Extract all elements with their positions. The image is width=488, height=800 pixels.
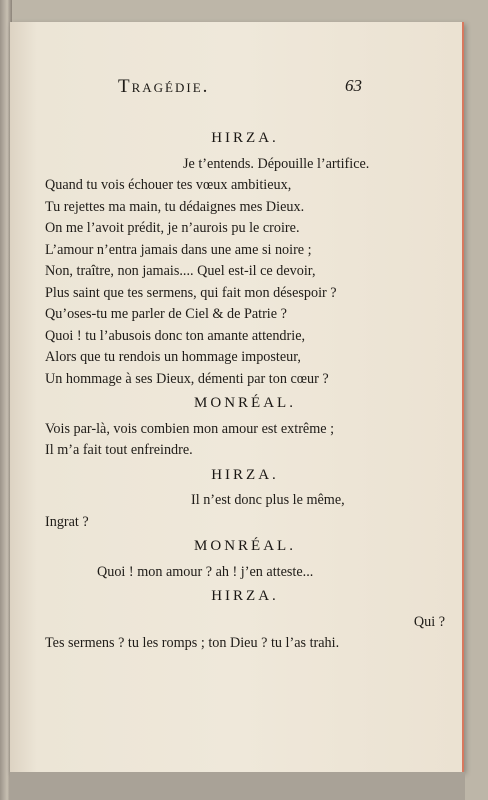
verse-line: Je t’entends. Dépouille l’artifice. — [183, 155, 370, 172]
speaker-name: HIRZA. — [211, 130, 279, 146]
verse-line: Quand tu vois échouer tes vœux ambitieux, — [45, 177, 292, 193]
verse-line: Qui ? — [413, 613, 445, 630]
verse-line: On me l’avoit prédit, je n’aurois pu le croire. — [45, 220, 300, 236]
speaker-name: HIRZA. — [211, 588, 279, 604]
speaker-name: HIRZA. — [211, 466, 279, 483]
verse-line: Alors que tu rendois un hommage imposteur, — [45, 349, 301, 365]
running-head: Tragédie. — [118, 76, 210, 97]
page-bottom-edge — [10, 772, 465, 800]
book-page — [10, 22, 464, 772]
verse-line: Plus saint que tes sermens, qui fait mon désespoir ? — [45, 284, 337, 301]
play-text — [45, 125, 445, 655]
speaker-name: MONRÉAL. — [194, 538, 296, 554]
verse-line: Un hommage à ses Dieux, démenti par ton cœur ? — [45, 370, 329, 387]
verse-line: Tes sermens ? tu les romps ; ton Dieu ? tu l’as trahi. — [45, 635, 340, 651]
verse-line: L’amour n’entra jamais dans une ame si noire ; — [45, 241, 312, 258]
verse-line: Ingrat ? — [45, 513, 89, 530]
page-header — [10, 76, 462, 106]
verse-line: Quoi ! mon amour ? ah ! j’en atteste... — [97, 563, 314, 580]
verse-line: Vois par-là, vois combien mon amour est extrême ; — [45, 420, 335, 437]
speaker-name: MONRÉAL. — [194, 395, 296, 411]
verse-line: Il m’a fait tout enfreindre. — [45, 442, 193, 458]
verse-line: Non, traître, non jamais.... Quel est-il ce devoir, — [45, 263, 316, 279]
verse-line: Tu rejettes ma main, tu dédaignes mes Dieux. — [45, 198, 305, 215]
verse-line: Il n’est donc plus le même, — [191, 492, 345, 508]
page-number: 63 — [345, 76, 362, 95]
verse-line: Quoi ! tu l’abusois donc ton amante attendrie, — [45, 327, 306, 344]
verse-line: Qu’oses-tu me parler de Ciel & de Patrie ? — [45, 306, 287, 322]
